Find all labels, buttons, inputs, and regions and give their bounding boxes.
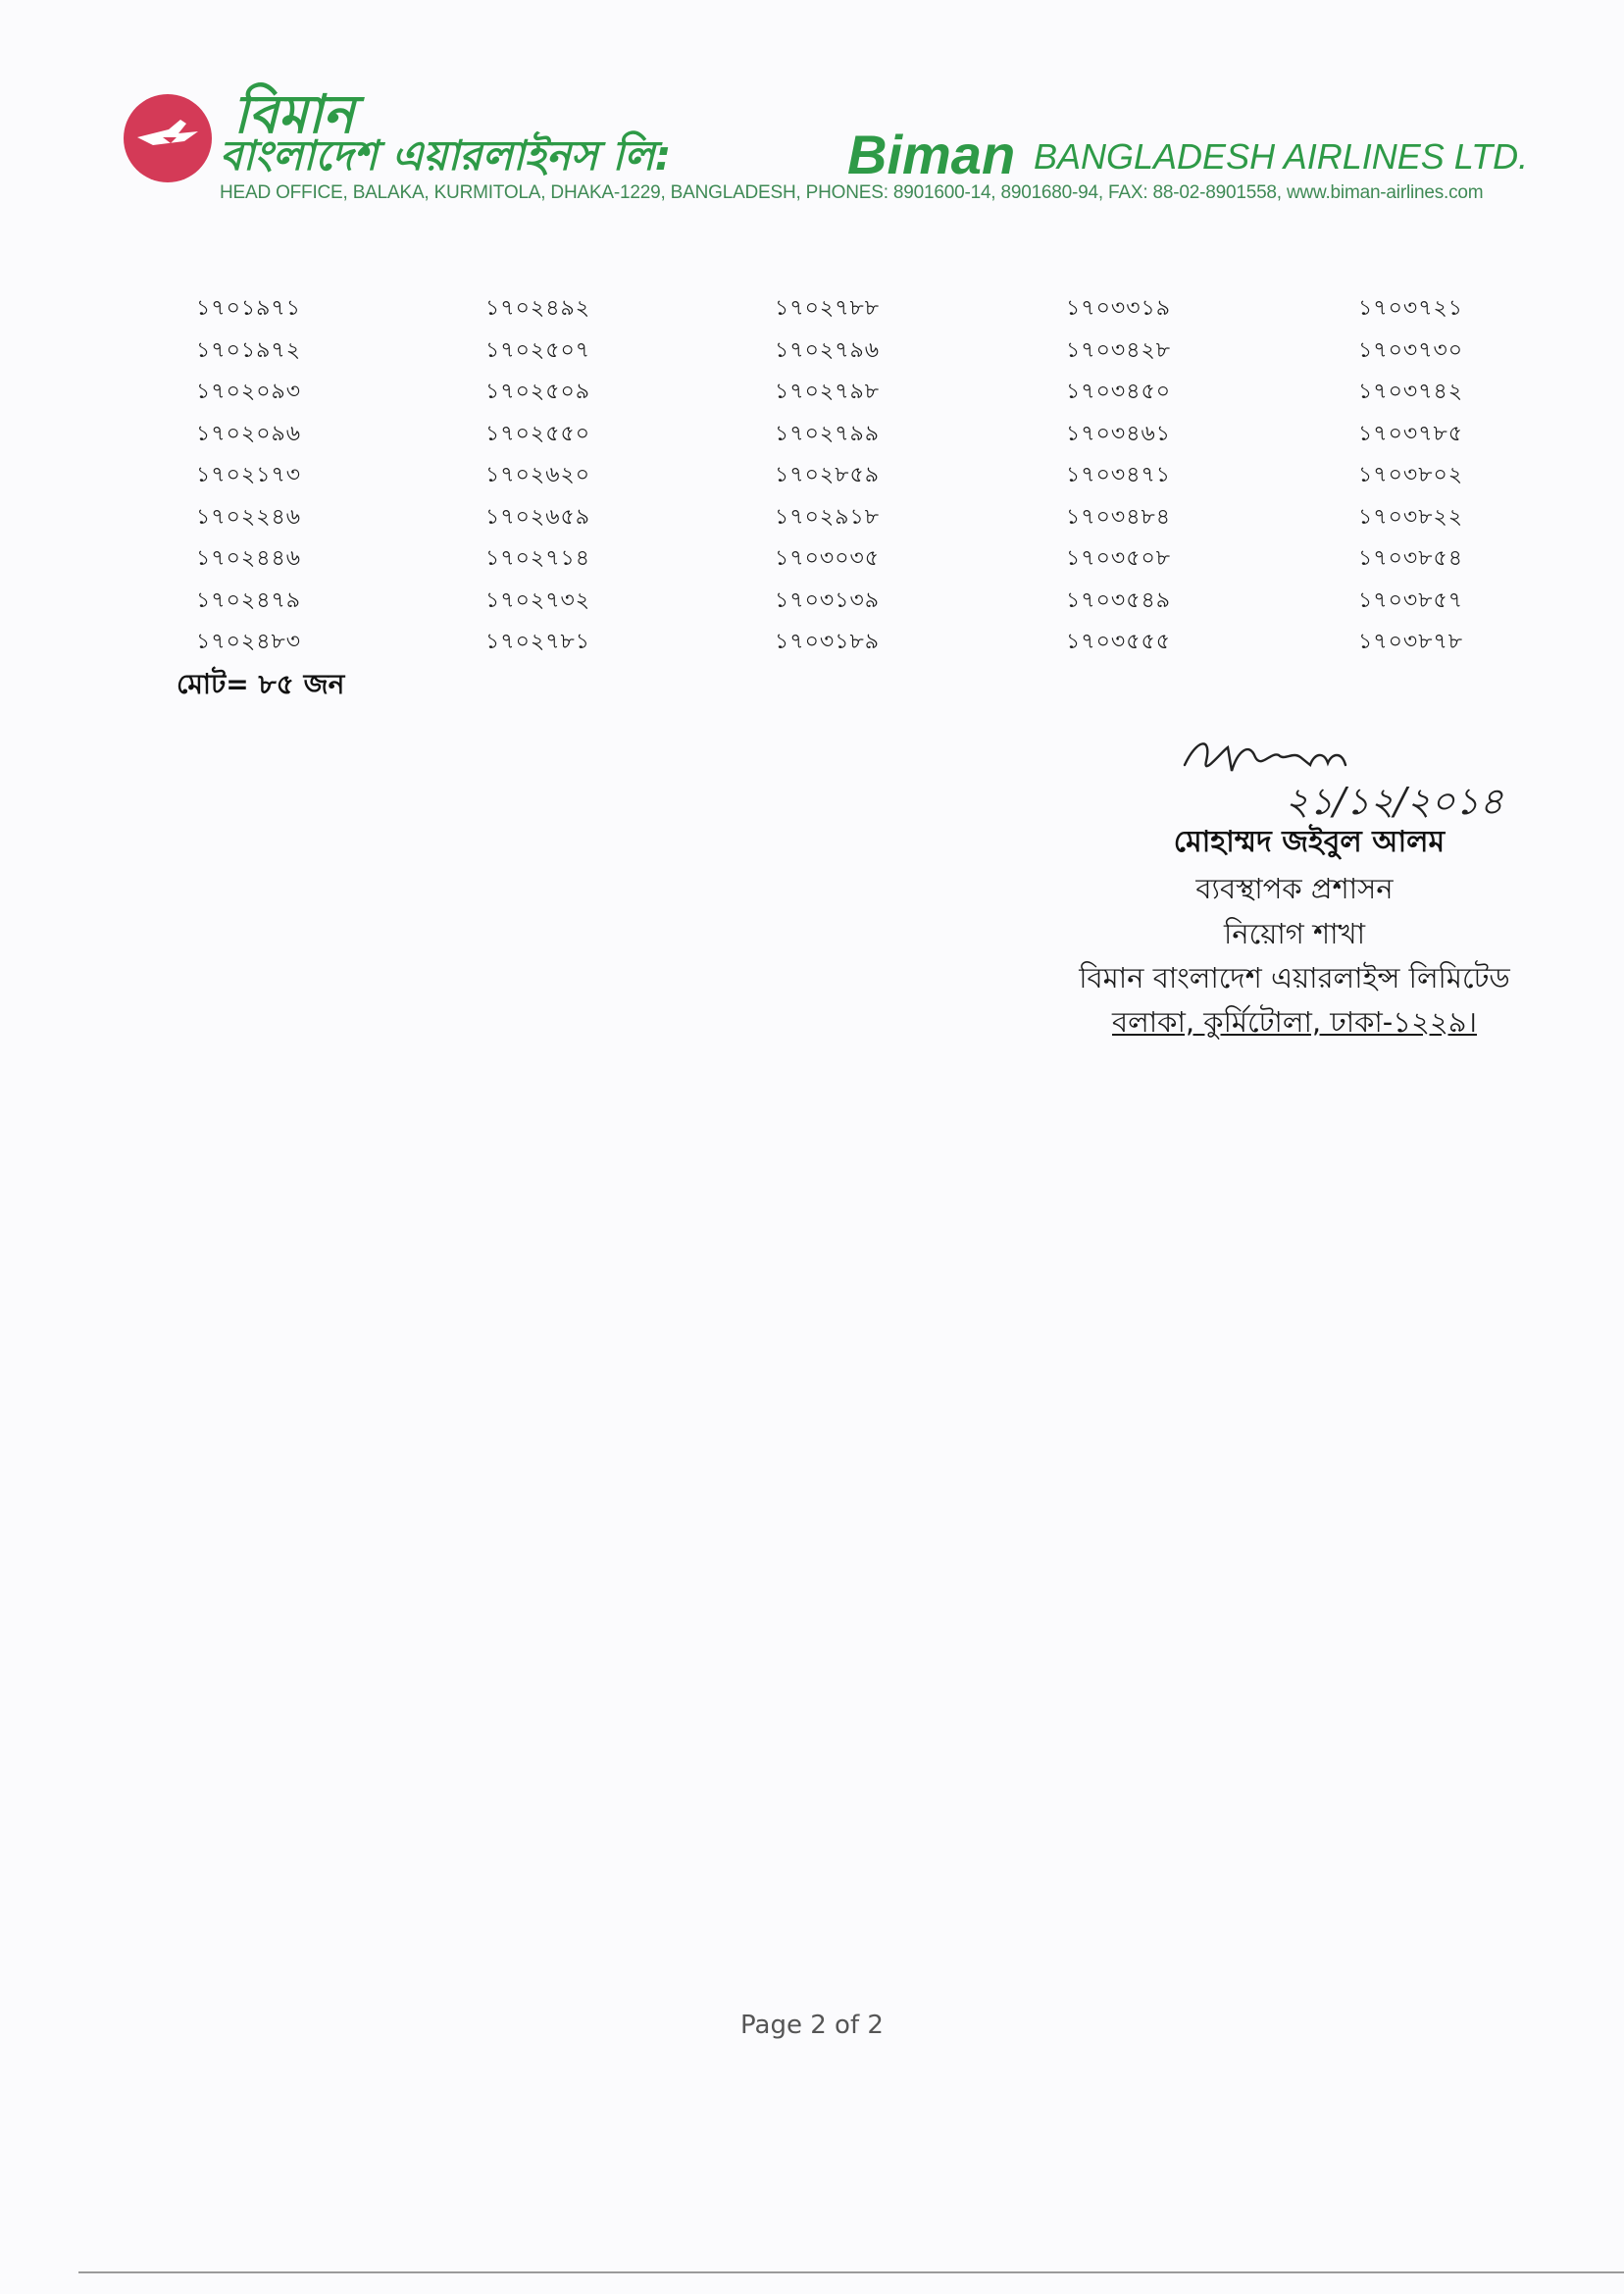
roll-number: ১৭০৩৮৫৪ [1358, 546, 1464, 571]
roll-number: ১৭০২০৯৩ [196, 380, 302, 404]
roll-number: ১৭০২০৯৬ [196, 421, 302, 446]
roll-number: ১৭০৩৫৫৫ [1066, 630, 1172, 654]
roll-number: ১৭০২৫৫০ [485, 421, 591, 446]
brand-name-english-sub: BANGLADESH AIRLINES LTD. [1034, 136, 1529, 177]
biman-logo-icon [124, 94, 212, 182]
roll-number: ১৭০২১৭৩ [196, 463, 302, 487]
roll-number: ১৭০২৯১৮ [775, 504, 881, 530]
total-count: মোট= ৮৫ জন [177, 668, 345, 700]
roll-number: ১৭০৩১৩৯ [775, 587, 881, 613]
roll-number: ১৭০১৯৭২ [196, 337, 302, 363]
roll-column-3 [775, 288, 1010, 664]
letterhead-address: HEAD OFFICE, BALAKA, KURMITOLA, DHAKA-1229, BANGLADESH, PHONES: 8901600-14, 8901680-94, FAX: 88-02-8901558, www.biman-airlines.com [220, 182, 1484, 203]
roll-number: ১৭০৩৭৪২ [1358, 380, 1464, 404]
brand-name-english: Biman [847, 124, 1016, 185]
roll-column-2 [485, 288, 721, 664]
page-bottom-rule [78, 2271, 1624, 2273]
roll-number: ১৭০৩৫৪৯ [1066, 587, 1172, 613]
signer-address [1040, 1000, 1549, 1048]
roll-number: ১৭০২৮৫৯ [775, 463, 881, 487]
roll-number: ১৭০২৭৩২ [485, 587, 591, 613]
roll-number: ১৭০৩৪২৮ [1066, 337, 1172, 363]
roll-number: ১৭০২৪৭৯ [196, 587, 302, 613]
roll-number: ১৭০৩৮৭৮ [1358, 630, 1464, 654]
signer-address-text: বলাকা, কুর্মিটোলা, ঢাকা-১২২৯। [1112, 1005, 1477, 1039]
roll-number: ১৭০৩৭২১ [1358, 296, 1464, 321]
roll-number: ১৭০২৬৫৯ [485, 504, 591, 530]
roll-number: ১৭০২৫০৯ [485, 380, 591, 404]
roll-number: ১৭০৩৪৬১ [1066, 421, 1172, 446]
roll-number: ১৭০৩৮২২ [1358, 504, 1464, 530]
roll-number: ১৭০২৭৮১ [485, 630, 591, 654]
roll-number: ১৭০২৫০৭ [485, 337, 591, 363]
roll-number: ১৭০৩৮০২ [1358, 463, 1464, 487]
roll-number: ১৭০২৪৪৬ [196, 546, 302, 571]
roll-number: ১৭০৩৫০৮ [1066, 546, 1172, 571]
signer-branch: নিয়োগ শাখা [1224, 917, 1365, 950]
roll-number: ১৭০২৪৯২ [485, 296, 591, 321]
roll-number: ১৭০২৭৯৬ [775, 337, 881, 363]
roll-number: ১৭০৩৮৫৭ [1358, 587, 1464, 613]
roll-number: ১৭০৩৪৭১ [1066, 463, 1172, 487]
roll-number: ১৭০২৭৯৮ [775, 380, 881, 404]
roll-number: ১৭০২৪৮৩ [196, 630, 302, 654]
roll-column-4 [1066, 288, 1301, 664]
roll-number: ১৭০৩৪৫০ [1066, 380, 1172, 404]
roll-number: ১৭০২৭১৪ [485, 546, 591, 571]
roll-number: ১৭০৩৪৮৪ [1066, 504, 1172, 530]
roll-number: ১৭০৩৭৩০ [1358, 337, 1464, 363]
roll-number: ১৭০৩৩১৯ [1066, 296, 1172, 321]
roll-number: ১৭০২৭৯৯ [775, 421, 881, 446]
signer-name: মোহাম্মদ জইবুল আলম [1173, 825, 1446, 859]
roll-number: ১৭০২৭৮৮ [775, 296, 881, 321]
roll-number: ১৭০২৬২০ [485, 463, 591, 487]
roll-number: ১৭০৩০৩৫ [775, 546, 881, 571]
signer-organization: বিমান বাংলাদেশ এয়ারলাইন্স লিমিটেড [1079, 961, 1510, 994]
signer-designation: ব্যবস্থাপক প্রশাসন [1195, 872, 1394, 905]
roll-number: ১৭০২২৪৬ [196, 504, 302, 530]
roll-number: ১৭০১৯৭১ [196, 296, 302, 321]
roll-column-5 [1358, 288, 1594, 664]
brand-name-bangla-line2: বাংলাদেশ এয়ারলাইনস লি: [220, 131, 672, 179]
roll-column-1 [196, 288, 431, 664]
page-number: Page 2 of 2 [740, 2011, 884, 2040]
signature-date: ২১/১২/২০১৪ [1285, 780, 1504, 823]
roll-number: ১৭০৩৭৮৫ [1358, 421, 1464, 446]
roll-number: ১৭০৩১৮৯ [775, 630, 881, 654]
brand-name-bangla: বিমান [233, 83, 355, 145]
